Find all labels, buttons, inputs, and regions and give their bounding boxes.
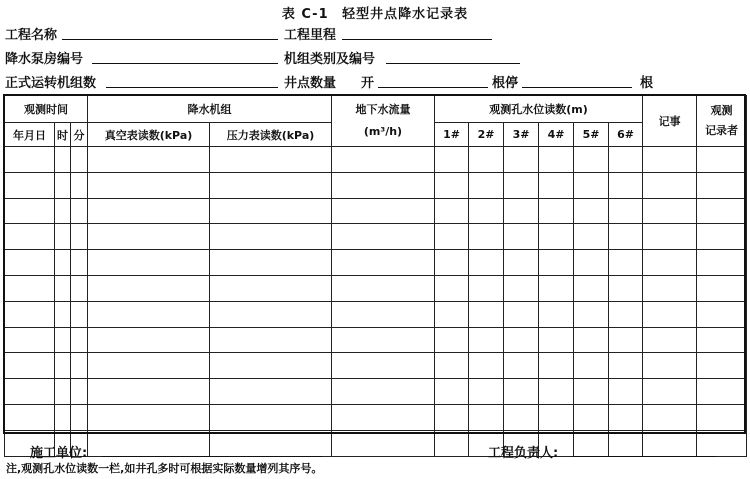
- table-cell[interactable]: [210, 224, 332, 250]
- table-cell[interactable]: [435, 250, 469, 276]
- table-row: [5, 404, 747, 430]
- table-cell[interactable]: [697, 353, 747, 379]
- table-cell[interactable]: [539, 404, 574, 430]
- table-row: [5, 172, 747, 198]
- remarks-header: 记事: [643, 96, 697, 147]
- table-cell[interactable]: [697, 147, 747, 173]
- table-cell[interactable]: [5, 301, 55, 327]
- table-cell[interactable]: [5, 275, 55, 301]
- table-cell[interactable]: [609, 198, 643, 224]
- table-cell[interactable]: [504, 172, 539, 198]
- table-cell[interactable]: [469, 404, 504, 430]
- table-cell[interactable]: [332, 404, 435, 430]
- table-cell[interactable]: [88, 301, 210, 327]
- table-cell[interactable]: [71, 275, 88, 301]
- table-cell[interactable]: [332, 250, 435, 276]
- table-cell[interactable]: [332, 198, 435, 224]
- table-cell[interactable]: [55, 172, 71, 198]
- table-cell[interactable]: [643, 301, 697, 327]
- table-cell[interactable]: [539, 379, 574, 405]
- table-body: [5, 147, 747, 457]
- hole-5-header: 5#: [574, 123, 609, 147]
- pump-unit-header: 降水机组: [88, 96, 332, 123]
- table-cell[interactable]: [5, 172, 55, 198]
- table-cell[interactable]: [539, 250, 574, 276]
- table-cell[interactable]: [435, 379, 469, 405]
- table-cell[interactable]: [609, 172, 643, 198]
- table-cell[interactable]: [574, 301, 609, 327]
- table-cell[interactable]: [469, 353, 504, 379]
- table-cell[interactable]: [435, 327, 469, 353]
- table-cell[interactable]: [332, 379, 435, 405]
- table-cell[interactable]: [71, 353, 88, 379]
- table-cell[interactable]: [435, 353, 469, 379]
- unit-type-line[interactable]: [386, 63, 520, 64]
- table-cell[interactable]: [210, 198, 332, 224]
- table-cell[interactable]: [643, 224, 697, 250]
- table-cell[interactable]: [332, 301, 435, 327]
- table-cell[interactable]: [55, 198, 71, 224]
- table-cell[interactable]: [574, 198, 609, 224]
- table-cell[interactable]: [504, 198, 539, 224]
- table-cell[interactable]: [71, 404, 88, 430]
- table-cell[interactable]: [88, 353, 210, 379]
- table-cell[interactable]: [643, 430, 697, 456]
- table-cell[interactable]: [88, 404, 210, 430]
- table-row: [5, 353, 747, 379]
- table-cell[interactable]: [5, 379, 55, 405]
- table-cell[interactable]: [504, 353, 539, 379]
- date-header: 年月日: [5, 123, 55, 147]
- table-cell[interactable]: [697, 430, 747, 456]
- table-cell[interactable]: [539, 301, 574, 327]
- project-mileage-label: 工程里程: [284, 28, 337, 43]
- table-cell[interactable]: [5, 224, 55, 250]
- table-cell[interactable]: [210, 327, 332, 353]
- flow-unit-label: (m³/h): [363, 125, 403, 138]
- table-cell[interactable]: [5, 353, 55, 379]
- table-cell[interactable]: [697, 301, 747, 327]
- table-cell[interactable]: [210, 430, 332, 456]
- table-cell[interactable]: [574, 172, 609, 198]
- table-cell[interactable]: [210, 379, 332, 405]
- table-cell[interactable]: [435, 224, 469, 250]
- pump-room-line[interactable]: [92, 63, 278, 64]
- record-table: [4, 95, 747, 457]
- table-cell[interactable]: [539, 275, 574, 301]
- hole-3-header: 3#: [504, 123, 539, 147]
- table-cell[interactable]: [643, 250, 697, 276]
- vacuum-header: 真空表读数(kPa): [88, 123, 210, 147]
- table-cell[interactable]: [697, 224, 747, 250]
- table-cell[interactable]: [504, 404, 539, 430]
- table-cell[interactable]: [609, 404, 643, 430]
- table-cell[interactable]: [332, 147, 435, 173]
- table-cell[interactable]: [55, 327, 71, 353]
- table-cell[interactable]: [5, 250, 55, 276]
- table-row: [5, 147, 747, 173]
- table-cell[interactable]: [88, 327, 210, 353]
- table-cell[interactable]: [574, 275, 609, 301]
- table-cell[interactable]: [5, 327, 55, 353]
- table-cell[interactable]: [332, 353, 435, 379]
- table-cell[interactable]: [574, 353, 609, 379]
- table-cell[interactable]: [210, 404, 332, 430]
- table-cell[interactable]: [332, 430, 435, 456]
- unit-type-label: 机组类别及编号: [284, 52, 376, 67]
- table-row: [5, 275, 747, 301]
- table-cell[interactable]: [697, 198, 747, 224]
- table-cell[interactable]: [55, 404, 71, 430]
- table-cell[interactable]: [574, 147, 609, 173]
- table-cell[interactable]: [210, 301, 332, 327]
- table-cell[interactable]: [435, 301, 469, 327]
- table-cell[interactable]: [574, 404, 609, 430]
- table-cell[interactable]: [88, 430, 210, 456]
- table-cell[interactable]: [210, 172, 332, 198]
- table-cell[interactable]: [210, 250, 332, 276]
- form-name: 轻型井点降水记录表: [342, 7, 469, 22]
- table-cell[interactable]: [88, 147, 210, 173]
- table-cell[interactable]: [469, 250, 504, 276]
- table-cell[interactable]: [609, 224, 643, 250]
- table-cell[interactable]: [469, 275, 504, 301]
- table-cell[interactable]: [55, 275, 71, 301]
- hole-6-header: 6#: [609, 123, 643, 147]
- table-cell[interactable]: [504, 224, 539, 250]
- table-cell[interactable]: [539, 353, 574, 379]
- table-cell[interactable]: [71, 250, 88, 276]
- table-cell[interactable]: [210, 353, 332, 379]
- table-cell[interactable]: [71, 147, 88, 173]
- observer-label-2: 记录者: [705, 124, 739, 137]
- table-cell[interactable]: [643, 404, 697, 430]
- table-row: [5, 327, 747, 353]
- table-cell[interactable]: [504, 327, 539, 353]
- table-cell[interactable]: [88, 172, 210, 198]
- table-cell[interactable]: [71, 224, 88, 250]
- hole-4-header: 4#: [539, 123, 574, 147]
- table-cell[interactable]: [504, 147, 539, 173]
- table-cell[interactable]: [71, 172, 88, 198]
- project-leader-line[interactable]: [572, 456, 716, 457]
- table-row: [5, 379, 747, 405]
- table-cell[interactable]: [609, 250, 643, 276]
- table-cell[interactable]: [55, 250, 71, 276]
- project-mileage-line[interactable]: [342, 39, 492, 40]
- table-cell[interactable]: [5, 198, 55, 224]
- table-cell[interactable]: [643, 379, 697, 405]
- table-cell[interactable]: [55, 224, 71, 250]
- table-cell[interactable]: [504, 275, 539, 301]
- table-cell[interactable]: [643, 275, 697, 301]
- table-cell[interactable]: [55, 379, 71, 405]
- running-units-label: 正式运转机组数: [5, 76, 97, 91]
- table-cell[interactable]: [469, 224, 504, 250]
- table-cell[interactable]: [697, 404, 747, 430]
- table-cell[interactable]: [435, 404, 469, 430]
- table-cell[interactable]: [88, 198, 210, 224]
- table-cell[interactable]: [504, 301, 539, 327]
- table-cell[interactable]: [88, 379, 210, 405]
- table-cell[interactable]: [697, 379, 747, 405]
- table-cell[interactable]: [332, 275, 435, 301]
- obs-time-header: 观测时间: [5, 96, 88, 123]
- hole-1-header: 1#: [435, 123, 469, 147]
- table-cell[interactable]: [574, 327, 609, 353]
- table-cell[interactable]: [643, 172, 697, 198]
- table-row: [5, 301, 747, 327]
- table-cell[interactable]: [71, 301, 88, 327]
- table-cell[interactable]: [469, 301, 504, 327]
- open-count-line[interactable]: [378, 87, 488, 88]
- table-cell[interactable]: [469, 147, 504, 173]
- table-cell[interactable]: [609, 327, 643, 353]
- table-cell[interactable]: [55, 353, 71, 379]
- table-cell[interactable]: [5, 147, 55, 173]
- form-code: 表 C-1: [281, 7, 329, 22]
- table-cell[interactable]: [539, 198, 574, 224]
- project-leader-label: 工程负责人:: [488, 446, 559, 461]
- minute-header: 分: [71, 123, 88, 147]
- table-cell[interactable]: [435, 275, 469, 301]
- project-name-line[interactable]: [62, 39, 278, 40]
- table-row: [5, 224, 747, 250]
- table-cell[interactable]: [697, 172, 747, 198]
- table-cell[interactable]: [643, 327, 697, 353]
- table-cell[interactable]: [539, 327, 574, 353]
- table-cell[interactable]: [609, 430, 643, 456]
- hole-2-header: 2#: [469, 123, 504, 147]
- table-cell[interactable]: [469, 327, 504, 353]
- table-cell[interactable]: [609, 353, 643, 379]
- table-cell[interactable]: [71, 198, 88, 224]
- table-row: [5, 430, 747, 456]
- table-row: [5, 250, 747, 276]
- table-cell[interactable]: [574, 250, 609, 276]
- table-cell[interactable]: [210, 275, 332, 301]
- table-cell[interactable]: [88, 275, 210, 301]
- table-cell[interactable]: [469, 198, 504, 224]
- table-note: 注,观测孔水位读数一栏,如井孔多时可根据实际数量增列其序号。: [6, 462, 323, 475]
- table-cell[interactable]: [469, 172, 504, 198]
- table-cell[interactable]: [469, 379, 504, 405]
- table-cell[interactable]: [697, 250, 747, 276]
- form-title: [0, 3, 750, 22]
- table-cell[interactable]: [332, 224, 435, 250]
- table-cell[interactable]: [435, 430, 469, 456]
- groundwater-flow-label: 地下水流量: [355, 103, 411, 116]
- table-cell[interactable]: [504, 379, 539, 405]
- table-cell[interactable]: [574, 430, 609, 456]
- table-cell[interactable]: [697, 327, 747, 353]
- well-count-label: 井点数量: [284, 76, 337, 91]
- table-cell[interactable]: [539, 147, 574, 173]
- table-cell[interactable]: [332, 172, 435, 198]
- table-cell[interactable]: [539, 224, 574, 250]
- table-cell[interactable]: [88, 224, 210, 250]
- construction-unit-label: 施工单位:: [30, 446, 88, 461]
- table-cell[interactable]: [609, 379, 643, 405]
- table-cell[interactable]: [574, 379, 609, 405]
- table-cell[interactable]: [643, 147, 697, 173]
- table-cell[interactable]: [5, 404, 55, 430]
- open-label: 开: [361, 76, 375, 91]
- table-cell[interactable]: [435, 172, 469, 198]
- table-cell[interactable]: [539, 172, 574, 198]
- table-cell[interactable]: [574, 224, 609, 250]
- table-cell[interactable]: [697, 275, 747, 301]
- observer-header: [697, 96, 747, 147]
- construction-unit-line[interactable]: [102, 456, 322, 457]
- table-cell[interactable]: [71, 327, 88, 353]
- stop-count-line[interactable]: [522, 87, 632, 88]
- table-cell[interactable]: [504, 250, 539, 276]
- obs-hole-level-header: 观测孔水位读数(m): [435, 96, 643, 123]
- table-cell[interactable]: [332, 327, 435, 353]
- groundwater-flow-header: [332, 96, 435, 147]
- pressure-header: 压力表读数(kPa): [210, 123, 332, 147]
- pump-room-label: 降水泵房编号: [5, 52, 84, 67]
- observer-label-1: 观测: [710, 104, 733, 117]
- hour-header: 时: [55, 123, 71, 147]
- table-cell[interactable]: [210, 147, 332, 173]
- table-cell[interactable]: [435, 198, 469, 224]
- table-cell[interactable]: [643, 353, 697, 379]
- table-cell[interactable]: [71, 379, 88, 405]
- table-row: [5, 198, 747, 224]
- table-cell[interactable]: [435, 147, 469, 173]
- table-cell[interactable]: [55, 147, 71, 173]
- root-stop-label: 根停: [492, 76, 519, 91]
- table-cell[interactable]: [88, 250, 210, 276]
- project-name-label: 工程名称: [5, 28, 58, 43]
- table-cell[interactable]: [55, 301, 71, 327]
- running-units-line[interactable]: [106, 87, 278, 88]
- table-cell[interactable]: [609, 147, 643, 173]
- table-cell[interactable]: [609, 275, 643, 301]
- table-cell[interactable]: [643, 198, 697, 224]
- table-cell[interactable]: [609, 301, 643, 327]
- root-label: 根: [640, 76, 654, 91]
